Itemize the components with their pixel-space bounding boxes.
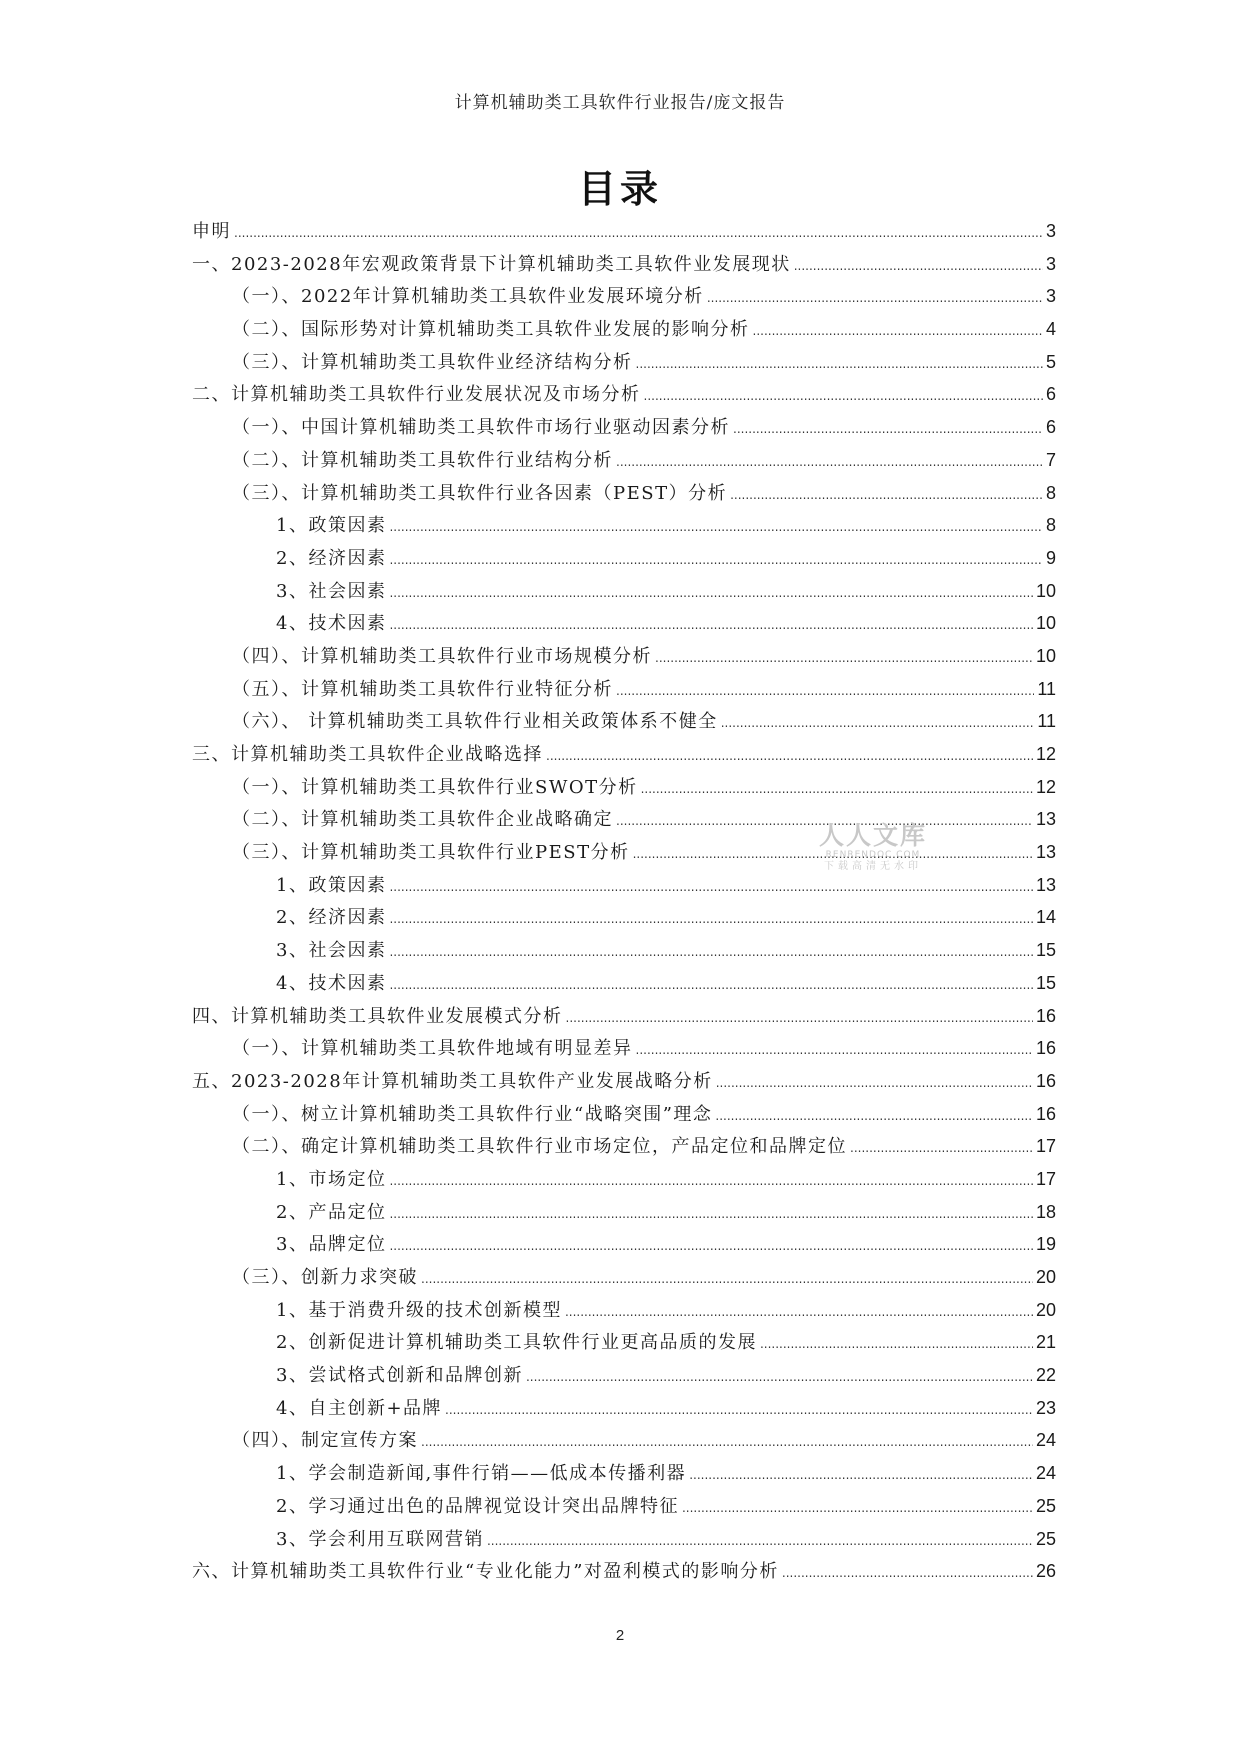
toc-entry[interactable] (192, 544, 1056, 577)
toc-dot-leader (421, 1435, 1033, 1449)
toc-entry-title: （二）、计算机辅助类工具软件企业战略确定 (232, 809, 613, 831)
toc-dot-leader (733, 422, 1043, 436)
page-header: 计算机辅助类工具软件行业报告/庞文报告 (454, 93, 786, 113)
toc-dot-leader (794, 259, 1043, 273)
toc-entry-page-number: 16 (1035, 1070, 1056, 1091)
toc-entry-title: （一）、计算机辅助类工具软件行业SWOT分析 (232, 776, 638, 798)
toc-entry-page-number: 13 (1035, 809, 1056, 830)
toc-entry[interactable] (192, 1230, 1056, 1263)
toc-entry-title: 六、计算机辅助类工具软件行业“专业化能力”对盈利模式的影响分析 (192, 1561, 779, 1583)
toc-entry-title: 4、技术因素 (276, 613, 387, 635)
toc-entry[interactable] (192, 1394, 1056, 1427)
toc-entry-page-number: 24 (1035, 1463, 1056, 1484)
toc-entry[interactable] (192, 1361, 1056, 1394)
toc-dot-leader (389, 945, 1033, 959)
toc-entry-page-number: 5 (1045, 351, 1056, 372)
page-title: 目录 (577, 166, 662, 211)
toc-entry[interactable] (192, 1557, 1056, 1590)
toc-entry-page-number: 11 (1037, 678, 1056, 699)
toc-entry-page-number: 15 (1035, 940, 1056, 961)
toc-dot-leader (760, 1337, 1033, 1351)
toc-entry-page-number: 8 (1045, 482, 1056, 503)
toc-entry-title: 4、技术因素 (276, 972, 387, 994)
toc-entry[interactable] (192, 1067, 1056, 1100)
toc-entry-page-number: 16 (1035, 1005, 1056, 1026)
toc-entry-title: 1、学会制造新闻,事件行销——低成本传播利器 (276, 1463, 687, 1485)
toc-dot-leader (389, 553, 1043, 567)
toc-entry-title: （二）、确定计算机辅助类工具软件行业市场定位，产品定位和品牌定位 (232, 1136, 847, 1158)
toc-entry[interactable] (192, 1165, 1056, 1198)
toc-entry[interactable] (192, 511, 1056, 544)
toc-entry-page-number: 20 (1035, 1299, 1056, 1320)
toc-entry[interactable] (192, 609, 1056, 642)
toc-dot-leader (716, 1076, 1033, 1090)
toc-entry[interactable] (192, 315, 1056, 348)
toc-dot-leader (389, 912, 1033, 926)
toc-entry-title: （三）、计算机辅助类工具软件行业各因素（PEST）分析 (232, 482, 728, 504)
toc-dot-leader (616, 455, 1043, 469)
toc-entry-title: 一、2023-2028年宏观政策背景下计算机辅助类工具软件业发展现状 (192, 253, 791, 275)
toc-entry-title: （二）、计算机辅助类工具软件行业结构分析 (232, 449, 613, 471)
toc-entry-title: 1、政策因素 (276, 515, 387, 537)
toc-entry-page-number: 8 (1045, 515, 1056, 536)
toc-dot-leader (389, 618, 1033, 632)
toc-entry[interactable] (192, 380, 1056, 413)
toc-dot-leader (389, 880, 1033, 894)
toc-entry-page-number: 18 (1035, 1201, 1056, 1222)
toc-entry-page-number: 24 (1035, 1430, 1056, 1451)
toc-entry-page-number: 23 (1035, 1397, 1056, 1418)
toc-entry[interactable] (192, 1034, 1056, 1067)
toc-entry-title: 3、社会因素 (276, 940, 387, 962)
toc-entry[interactable] (192, 217, 1056, 250)
toc-entry-title: 3、学会利用互联网营销 (276, 1528, 484, 1550)
toc-entry-title: 2、产品定位 (276, 1201, 387, 1223)
toc-entry-page-number: 12 (1035, 744, 1056, 764)
toc-entry-page-number: 13 (1035, 874, 1056, 895)
toc-entry-title: 三、计算机辅助类工具软件企业战略选择 (192, 744, 543, 765)
toc-entry-title: （一）、中国计算机辅助类工具软件市场行业驱动因素分析 (232, 417, 730, 439)
toc-entry-title: （五）、计算机辅助类工具软件行业特征分析 (232, 678, 613, 700)
toc-entry-page-number: 4 (1045, 319, 1056, 340)
toc-entry[interactable] (192, 446, 1056, 479)
toc-entry[interactable] (192, 1525, 1056, 1558)
toc-entry[interactable] (192, 1328, 1056, 1361)
toc-entry[interactable] (192, 1002, 1056, 1035)
toc-entry-title: 1、政策因素 (276, 874, 387, 896)
toc-entry-title: 五、2023-2028年计算机辅助类工具软件产业发展战略分析 (192, 1070, 713, 1092)
toc-entry-page-number: 25 (1035, 1528, 1056, 1549)
toc-entry-page-number: 6 (1045, 417, 1056, 438)
toc-entry[interactable] (192, 577, 1056, 610)
toc-entry-page-number: 16 (1035, 1103, 1056, 1124)
toc-dot-leader (389, 1239, 1033, 1253)
toc-entry-title: 二、计算机辅助类工具软件行业发展状况及市场分析 (192, 384, 641, 406)
toc-entry-page-number: 25 (1035, 1495, 1056, 1516)
toc-dot-leader (641, 782, 1033, 796)
toc-entry-title: 3、尝试格式创新和品牌创新 (276, 1365, 523, 1387)
toc-entry-page-number: 11 (1037, 711, 1056, 732)
toc-entry[interactable] (192, 1132, 1056, 1165)
toc-entry[interactable] (192, 707, 1056, 740)
toc-entry[interactable] (192, 1198, 1056, 1231)
toc-dot-leader (616, 684, 1034, 698)
toc-entry[interactable] (192, 1100, 1056, 1133)
toc-entry-title: 四、计算机辅助类工具软件业发展模式分析 (192, 1005, 563, 1027)
toc-entry-title: 2、经济因素 (276, 547, 387, 569)
toc-dot-leader (389, 1207, 1033, 1221)
toc-entry-page-number: 22 (1035, 1365, 1056, 1386)
toc-entry-page-number: 19 (1035, 1234, 1056, 1255)
toc-entry-title: 1、市场定位 (276, 1168, 387, 1190)
toc-entry-title: 1、基于消费升级的技术创新模型 (276, 1299, 562, 1321)
toc-entry-title: （三）、计算机辅助类工具软件业经济结构分析 (232, 351, 633, 373)
toc-entry[interactable] (192, 1459, 1056, 1492)
toc-entry-page-number: 20 (1035, 1267, 1056, 1287)
toc-entry-page-number: 16 (1035, 1038, 1056, 1059)
table-of-contents (192, 217, 1056, 1590)
toc-dot-leader (644, 389, 1043, 403)
toc-entry-page-number: 17 (1035, 1168, 1056, 1189)
toc-dot-leader (636, 357, 1043, 371)
toc-entry[interactable] (192, 1296, 1056, 1329)
toc-entry-title: 2、创新促进计算机辅助类工具软件行业更高品质的发展 (276, 1332, 757, 1354)
toc-dot-leader (421, 1272, 1033, 1286)
toc-entry-page-number: 3 (1045, 253, 1056, 274)
toc-entry-page-number: 26 (1035, 1561, 1056, 1582)
toc-entry-title: （六）、 计算机辅助类工具软件行业相关政策体系不健全 (232, 711, 718, 733)
toc-entry-title: 3、社会因素 (276, 580, 387, 602)
toc-entry-page-number: 15 (1035, 972, 1056, 993)
toc-entry[interactable] (192, 675, 1056, 708)
toc-entry-page-number: 13 (1035, 842, 1056, 863)
toc-dot-leader (389, 1174, 1033, 1188)
toc-entry[interactable] (192, 903, 1056, 936)
toc-entry-page-number: 14 (1035, 907, 1056, 928)
toc-entry[interactable] (192, 871, 1056, 904)
toc-entry-page-number: 10 (1035, 580, 1056, 601)
toc-entry-page-number: 10 (1035, 645, 1056, 666)
toc-entry-title: （二）、国际形势对计算机辅助类工具软件业发展的影响分析 (232, 319, 750, 341)
watermark-sub-text: 下载高清无水印 (824, 861, 922, 872)
toc-dot-leader (389, 978, 1033, 992)
toc-entry-title: （一）、树立计算机辅助类工具软件行业“战略突围”理念 (232, 1103, 713, 1125)
toc-entry-page-number: 17 (1035, 1136, 1056, 1157)
toc-entry[interactable] (192, 1492, 1056, 1525)
toc-dot-leader (715, 1109, 1033, 1123)
toc-dot-leader (707, 291, 1043, 305)
toc-entry-title: （四）、制定宣传方案 (232, 1430, 418, 1452)
toc-dot-leader (655, 651, 1033, 665)
toc-dot-leader (566, 1011, 1033, 1025)
toc-entry-title: 3、品牌定位 (276, 1234, 387, 1256)
toc-entry[interactable] (192, 773, 1056, 806)
toc-entry-title: 2、经济因素 (276, 907, 387, 929)
toc-entry[interactable] (192, 969, 1056, 1002)
toc-entry-page-number: 9 (1045, 547, 1056, 568)
toc-entry-title: 2、学习通过出色的品牌视觉设计突出品牌特征 (276, 1495, 679, 1517)
toc-entry-page-number: 12 (1035, 776, 1056, 797)
toc-dot-leader (682, 1501, 1033, 1515)
toc-entry-title: （四）、计算机辅助类工具软件行业市场规模分析 (232, 645, 652, 667)
toc-entry-title: （一）、计算机辅助类工具软件地域有明显差异 (232, 1038, 633, 1060)
toc-entry[interactable] (192, 282, 1056, 315)
toc-dot-leader (445, 1403, 1033, 1417)
toc-entry[interactable] (192, 250, 1056, 283)
toc-dot-leader (389, 520, 1043, 534)
toc-entry-title: （三）、创新力求突破 (232, 1267, 418, 1288)
toc-entry[interactable] (192, 348, 1056, 381)
page-number: 2 (615, 1627, 625, 1644)
toc-dot-leader (689, 1468, 1033, 1482)
toc-entry-page-number: 21 (1035, 1332, 1056, 1353)
toc-entry[interactable] (192, 740, 1056, 773)
toc-entry-page-number: 3 (1045, 286, 1056, 307)
watermark-domain-text: RENRENDOC.COM (825, 850, 921, 860)
toc-dot-leader (721, 716, 1035, 730)
toc-dot-leader (636, 1043, 1033, 1057)
toc-entry[interactable] (192, 1426, 1056, 1459)
toc-dot-leader (782, 1566, 1033, 1580)
toc-entry-page-number: 10 (1035, 613, 1056, 634)
watermark-main-text: 人人文库 (818, 821, 927, 850)
toc-entry-page-number: 3 (1045, 221, 1056, 241)
toc-entry[interactable] (192, 936, 1056, 969)
toc-entry-title: 申明 (192, 221, 231, 242)
toc-dot-leader (546, 749, 1033, 763)
toc-dot-leader (526, 1370, 1033, 1384)
toc-entry-title: （三）、计算机辅助类工具软件行业PEST分析 (232, 842, 630, 864)
toc-dot-leader (850, 1141, 1033, 1155)
toc-entry-page-number: 6 (1045, 384, 1056, 405)
toc-dot-leader (565, 1305, 1033, 1319)
toc-entry[interactable] (192, 1263, 1056, 1296)
toc-entry-title: （一）、2022年计算机辅助类工具软件业发展环境分析 (232, 286, 704, 308)
toc-dot-leader (234, 226, 1043, 240)
toc-entry-page-number: 7 (1045, 449, 1056, 470)
toc-dot-leader (753, 324, 1043, 338)
toc-entry-title: 4、自主创新+品牌 (276, 1397, 443, 1419)
toc-dot-leader (389, 586, 1033, 600)
toc-dot-leader (730, 488, 1043, 502)
toc-entry[interactable] (192, 479, 1056, 512)
toc-dot-leader (487, 1534, 1033, 1548)
watermark-logo (808, 822, 938, 873)
toc-entry[interactable] (192, 413, 1056, 446)
toc-entry[interactable] (192, 642, 1056, 675)
